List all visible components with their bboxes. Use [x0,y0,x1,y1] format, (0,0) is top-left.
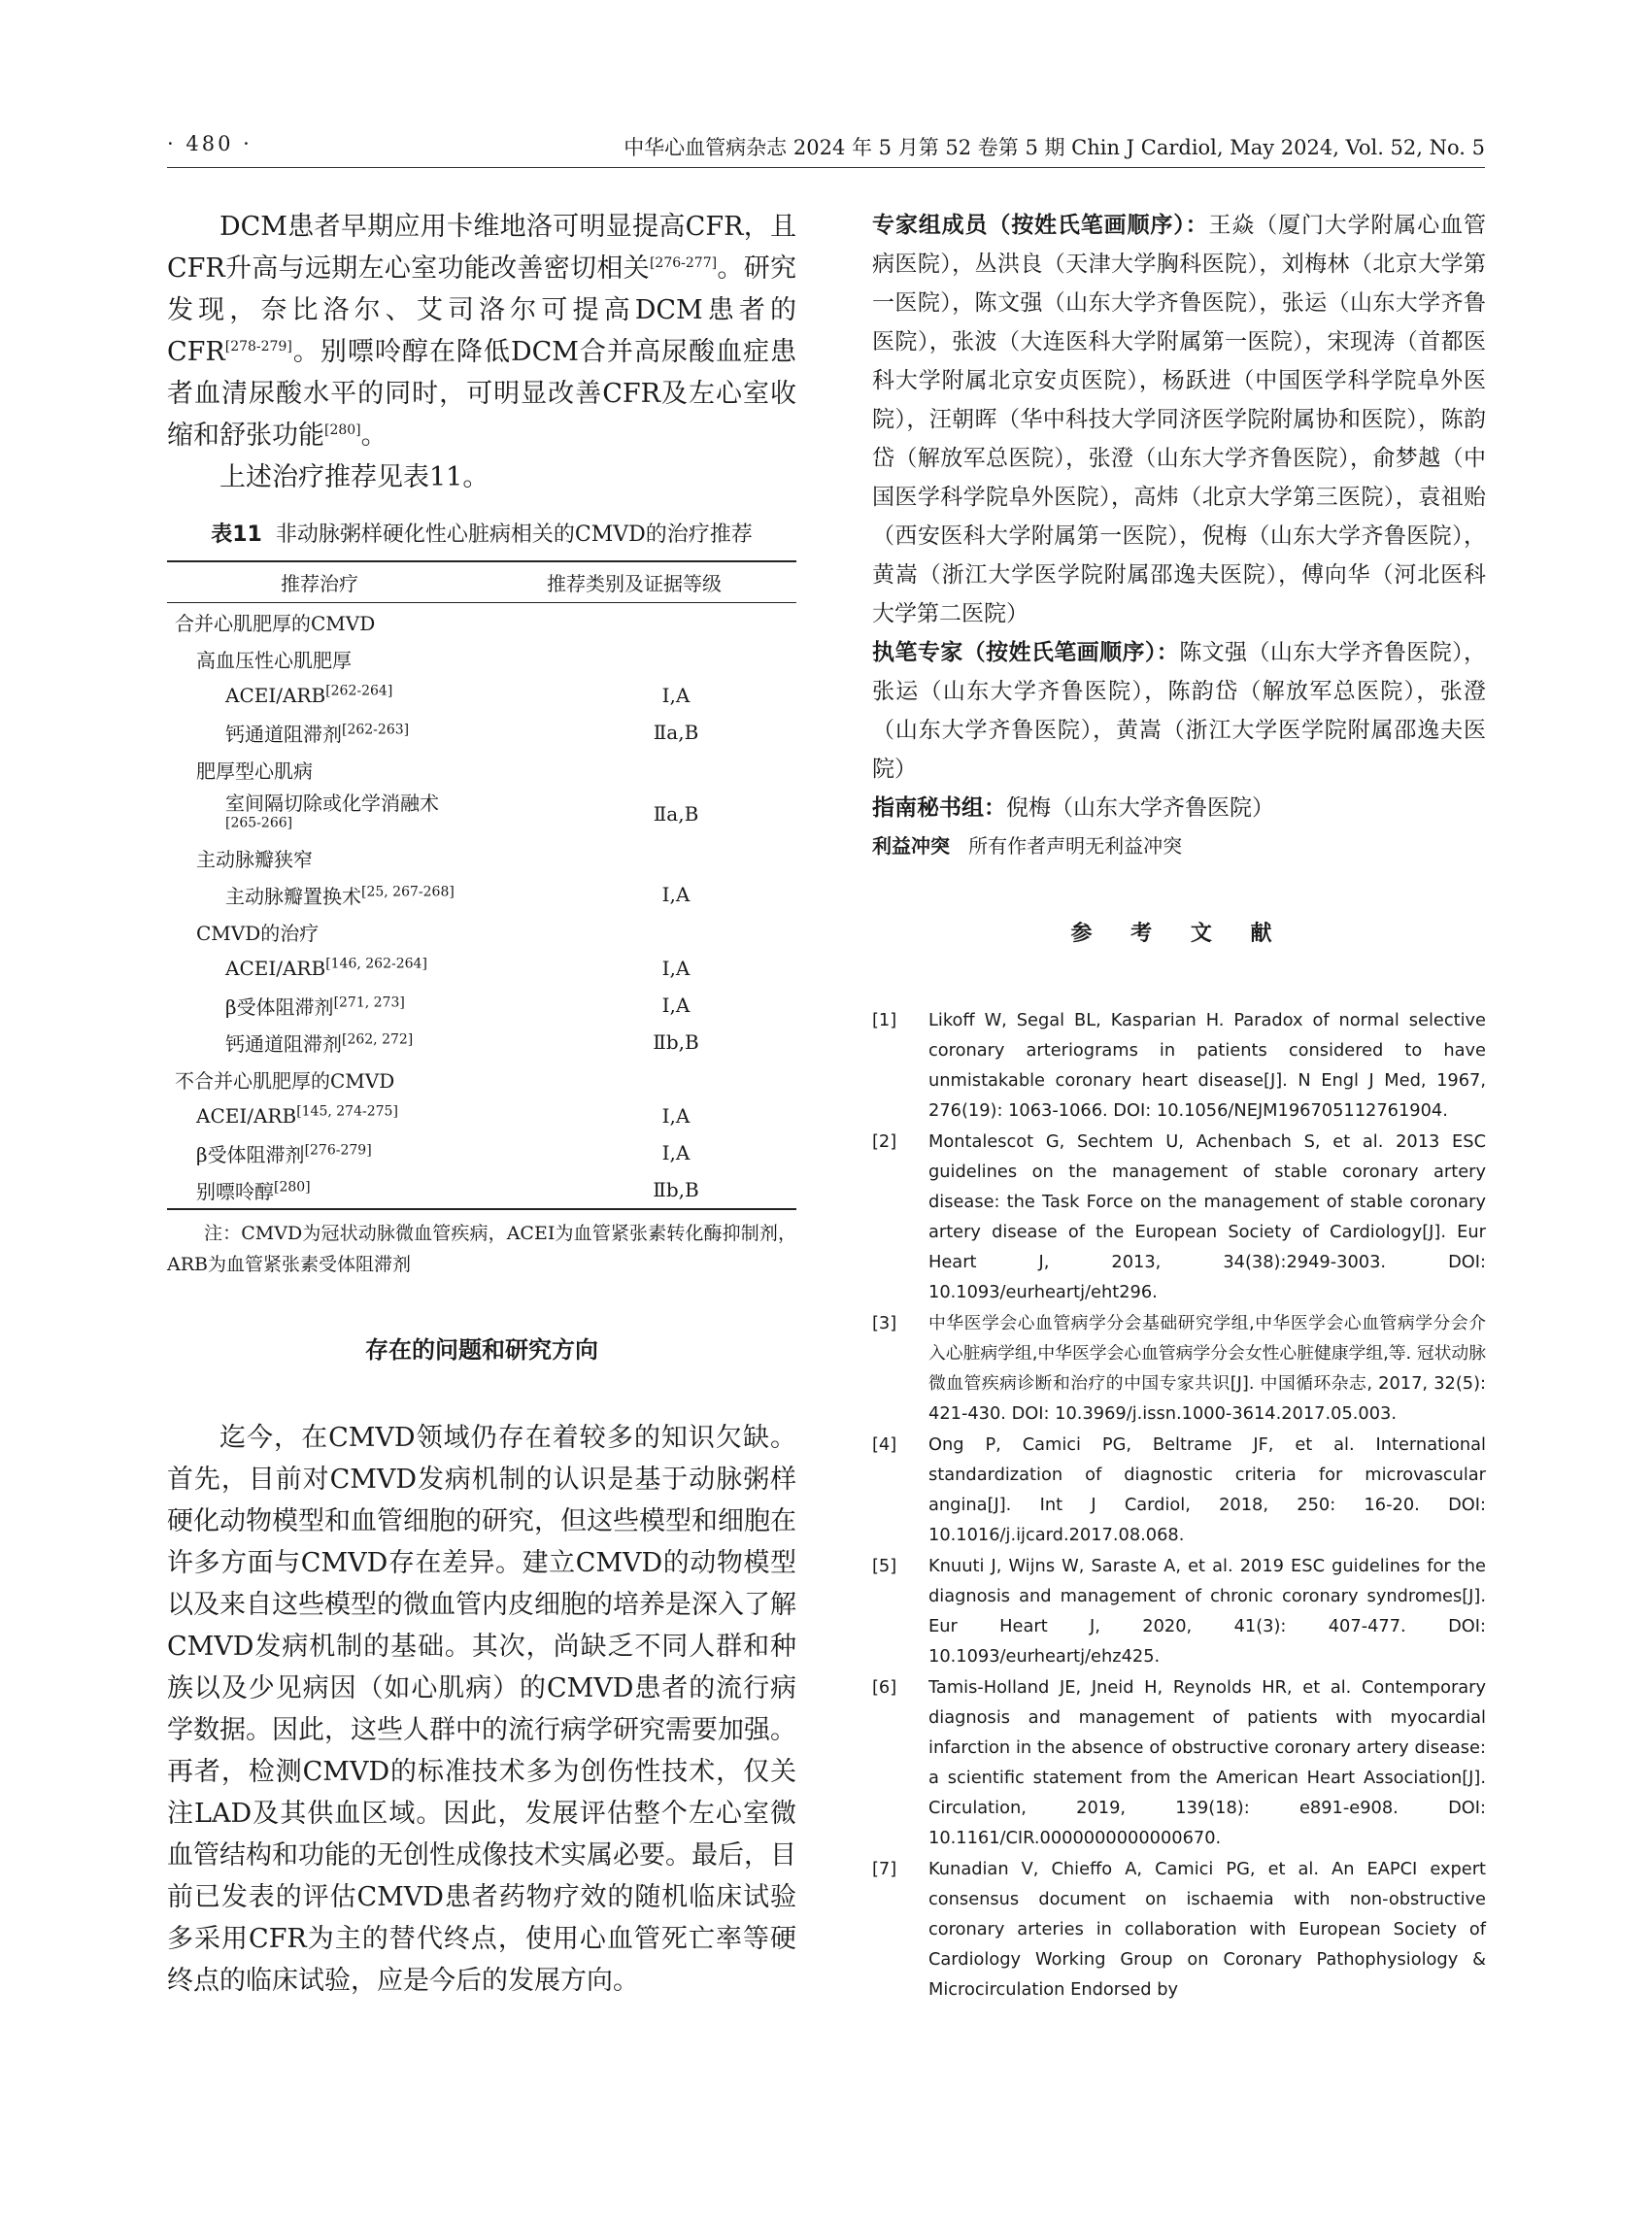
expert-panel-label: 专家组成员（按姓氏笔画顺序）： [872,213,1209,238]
grade-cell: Ⅰ,A [661,883,691,906]
treatment-cell [167,677,472,714]
reference-item [872,1672,1486,1853]
table-row [167,677,796,714]
treatment-cell [167,950,472,987]
running-header [167,132,1485,165]
grade-cell: Ⅱb,B [653,1030,699,1054]
treatment-cell [167,1171,472,1209]
table-row [167,1171,796,1209]
table-row [167,788,796,839]
table-row [167,876,796,913]
treatment-cell [167,1024,472,1061]
grade-cell: Ⅰ,A [661,684,691,707]
paragraph-open-questions: 迄今，在CMVD领域仍存在着较多的知识欠缺。首先，目前对CMVD发病机制的认识是基于动脉粥样硬化动物模型和血管细胞的研究，但这些模型和细胞在许多方面与CMVD存在差异。建立CMVD的动物模型以及来自这些模型的微血管内皮细胞的培养是深入了解CMVD发病机制的基础。其次，尚缺乏不同人群和种族以及少见病因（如心肌病）的CMVD患者的流行病学数据。因此，这些人群中的流行病学研究需要加强。再者，检测CMVD的标准技术多为创伤性技术，仅关注LAD及其供血区域。因此，发展评估整个左心室微血管结构和功能的无创性成像技术实属必要。最后，目前已发表的评估CMVD患者药物疗效的随机临床试验多采用CFR为主的替代终点，使用心血管死亡率等硬终点的临床试验，应是今后的发展方向。 [167,1423,796,1996]
table-row [167,913,796,950]
grade-cell [472,751,796,788]
treatment-label: 主动脉瓣置换术 [225,884,361,908]
treatment-cell [167,1097,472,1134]
citation: [145, 274-275] [296,1103,398,1120]
treatment-label: CMVD的治疗 [196,921,320,945]
coi-text: 所有作者声明无利益冲突 [968,834,1183,858]
reference-number: [3] [872,1313,897,1333]
reference-number: [4] [872,1434,897,1455]
treatment-label: 合并心肌肥厚的CMVD [175,611,376,635]
table-row [167,640,796,677]
section-heading: 存在的问题和研究方向 [365,1336,598,1364]
grade-cell [472,603,796,641]
treatment-label: 室间隔切除或化学消融术 [225,792,439,815]
grade-cell [472,1061,796,1097]
recommendation-table [167,560,796,1210]
citation: [276-279] [304,1141,372,1158]
table-row [167,1061,796,1097]
conflict-of-interest [872,827,1486,864]
reference-item [872,1127,1486,1307]
reference-number: [6] [872,1677,897,1698]
citation: [280] [274,1178,311,1195]
treatment-cell [167,913,472,950]
treatment-label: ACEI/ARB [196,1104,297,1128]
page-number: · 480 · [167,132,253,155]
secretary-members: 倪梅（山东大学齐鲁医院） [1006,795,1274,821]
reference-number: [7] [872,1859,897,1879]
table-note: 注：CMVD为冠状动脉微血管疾病，ACEI为血管紧张素转化酶抑制剂，ARB为血管紧张素受体阻滞剂 [167,1223,796,1275]
treatment-cell [167,603,472,641]
treatment-label: 不合并心肌肥厚的CMVD [175,1068,395,1093]
grade-cell: Ⅰ,A [661,994,691,1017]
reference-text: Montalescot G, Sechtem U, Achenbach S, et al. 2013 ESC guidelines on the management of stable coronary artery disease: the Task Force on the management of stable coronary artery disease of the European Society of Cardiology[J]. Eur Heart J, 2013, 34(38):2949-3003. DOI: 10.1093/eurheartj/eht296. [928,1131,1486,1302]
table-row [167,751,796,788]
expert-panel [872,206,1486,633]
citation: [25, 267-268] [361,883,455,899]
reference-text: 中华医学会心血管病学分会基础研究学组,中华医学会心血管病学分会介入心脏病学组,中华医学会心血管病学分会女性心脏健康学组,等. 冠状动脉微血管疾病诊断和治疗的中国专家共识[J]. 中国循环杂志, 2017, 32(5): 421-430. DOI: 10.3969/j.issn.1000-3614.2017.05.003. [928,1313,1486,1424]
grade-cell: Ⅱa,B [653,801,699,826]
table-row [167,1097,796,1134]
grade-cell: Ⅱa,B [653,721,699,744]
grade-cell: Ⅰ,A [661,957,691,980]
paragraph-text: DCM患者早期应用卡维地洛可明显提高CFR，且CFR升高与远期左心室功能改善密切相关 [167,212,796,284]
reference-text: Knuuti J, Wijns W, Saraste A, et al. 2019 ESC guidelines for the diagnosis and management of chronic coronary syndromes[J]. Eur Heart J, 2020, 41(3): 407-477. DOI: 10.1093/eurheartj/ehz425. [928,1556,1486,1667]
reference-number: [2] [872,1131,897,1152]
reference-item [872,1551,1486,1671]
column-header-grade: 推荐类别及证据等级 [472,561,796,603]
secretary-group [872,789,1486,827]
citation: [271, 273] [333,994,405,1010]
treatment-label: β受体阻滞剂 [225,995,334,1019]
citation: [262-263] [342,721,410,737]
citation: [265-266] [225,815,293,831]
table-label: 表11 [211,523,262,547]
paragraph-dcm-therapy [167,206,796,456]
journal-citation-line: 中华心血管病杂志 2024 年 5 月第 52 卷第 5 期 Chin J Cardiol, May 2024, Vol. 52, No. 5 [624,136,1485,159]
table-row [167,987,796,1024]
citation: [278-279] [224,339,292,354]
treatment-cell [167,714,472,751]
citation: [262, 272] [342,1030,414,1047]
grade-cell: Ⅰ,A [661,1104,691,1128]
treatment-label: 高血压性心肌肥厚 [196,648,352,672]
reference-text: Tamis-Holland JE, Jneid H, Reynolds HR, et al. Contemporary diagnosis and management of patients with myocardial infarction in the absence of obstructive coronary artery disease: a scientific statement from the American Heart Association[J]. Circulation, 2019, 139(18): e891-e908. DOI: 10.1161/CIR.0000000000000670. [928,1677,1486,1848]
citation: [262-264] [325,683,393,699]
writing-experts [872,633,1486,789]
paragraph-text: 。别嘌呤醇在降低DCM合并高尿酸血症患者血清尿酸水平的同时，可明显改善CFR及左心室收缩和舒张功能 [167,337,796,451]
treatment-label: ACEI/ARB [225,684,326,707]
treatment-cell [167,987,472,1024]
paragraph-text: 。研究发现，奈比洛尔、艾司洛尔可提高DCM患者的CFR [167,253,797,367]
reference-text: Kunadian V, Chieffo A, Camici PG, et al. An EAPCI expert consensus document on ischaemia with non-obstructive coronary arteries in collaboration with European Society of Cardiology Working Group on Coronary Pathophysiology & Microcirculation Endorsed by [928,1859,1486,2000]
reference-item [872,1005,1486,1126]
treatment-cell [167,1134,472,1171]
treatment-cell [167,839,472,876]
grade-cell [472,913,796,950]
secretary-label: 指南秘书组： [872,795,1006,821]
citation: [276-277] [649,255,718,271]
table-header-row [167,561,796,603]
coi-label: 利益冲突 [872,834,950,858]
reference-list [872,1005,1486,2005]
paragraph-table-pointer: 上述治疗推荐见表11。 [219,462,489,492]
reference-item [872,1854,1486,2005]
table-row [167,1024,796,1061]
expert-panel-members: 王焱（厦门大学附属心血管病医院），丛洪良（天津大学胸科医院），刘梅林（北京大学第一医院），陈文强（山东大学齐鲁医院），张运（山东大学齐鲁医院），张波（大连医科大学附属第一医院），宋现涛（首都医科大学附属北京安贞医院），杨跃进（中国医学科学院阜外医院），汪朝晖（华中科技大学同济医学院附属协和医院），陈韵岱（解放军总医院），张澄（山东大学齐鲁医院），俞梦越（中国医学科学院阜外医院），高炜（北京大学第三医院），袁祖贻（西安医科大学附属第一医院），倪梅（山东大学齐鲁医院），黄嵩（浙江大学医学院附属邵逸夫医院），傅向华（河北医科大学第二医院） [872,213,1487,626]
treatment-cell [167,876,472,913]
table-row [167,714,796,751]
reference-number: [5] [872,1556,897,1576]
reference-item [872,1308,1486,1429]
grade-cell [472,839,796,876]
left-column [167,206,796,2002]
table-row [167,950,796,987]
reference-text: Ong P, Camici PG, Beltrame JF, et al. International standardization of diagnostic criteria for microvascular angina[J]. Int J Cardiol, 2018, 250: 16-20. DOI: 10.1016/j.ijcard.2017.08.068. [928,1434,1486,1545]
citation: [280] [324,422,361,438]
reference-text: Likoff W, Segal BL, Kasparian H. Paradox of normal selective coronary arteriograms in patients considered to have unmistakable coronary heart disease[J]. N Engl J Med, 1967, 276(19): 1063-1066. DOI: 10.1056/NEJM196705112761904. [928,1010,1486,1121]
paragraph-text: 。 [360,421,388,451]
reference-number: [1] [872,1010,897,1030]
grade-cell [472,640,796,677]
treatment-label: 钙通道阻滞剂 [225,722,342,746]
reference-item [872,1430,1486,1550]
treatment-label: ACEI/ARB [225,957,326,980]
table-row [167,839,796,876]
treatment-cell [167,640,472,677]
table-row [167,603,796,641]
writing-experts-members: 陈文强（山东大学齐鲁医院），张运（山东大学齐鲁医院），陈韵岱（解放军总医院），张澄（山东大学齐鲁医院），黄嵩（浙江大学医学院附属邵逸夫医院） [872,640,1487,782]
column-header-treatment: 推荐治疗 [167,561,472,603]
table-body [167,603,796,1210]
treatment-label: 别嘌呤醇 [196,1179,274,1203]
grade-cell: Ⅰ,A [661,1141,691,1164]
table-title [167,518,796,553]
treatment-label: 钙通道阻滞剂 [225,1031,342,1056]
treatment-cell [167,1061,472,1097]
right-column [872,206,1486,2006]
treatment-label: β受体阻滞剂 [196,1142,305,1166]
treatment-label: 肥厚型心肌病 [196,759,313,783]
treatment-cell [167,788,472,839]
treatment-cell [167,751,472,788]
writing-experts-label: 执笔专家（按姓氏笔画顺序）： [872,640,1180,665]
header-rule [167,167,1485,168]
references-heading: 参 考 文 献 [1070,922,1288,946]
citation: [146, 262-264] [325,956,427,972]
grade-cell: Ⅱb,B [472,1171,796,1209]
treatment-label: 主动脉瓣狭窄 [196,847,313,871]
table-row [167,1134,796,1171]
table-title-text: 非动脉粥样硬化性心脏病相关的CMVD的治疗推荐 [275,523,753,547]
